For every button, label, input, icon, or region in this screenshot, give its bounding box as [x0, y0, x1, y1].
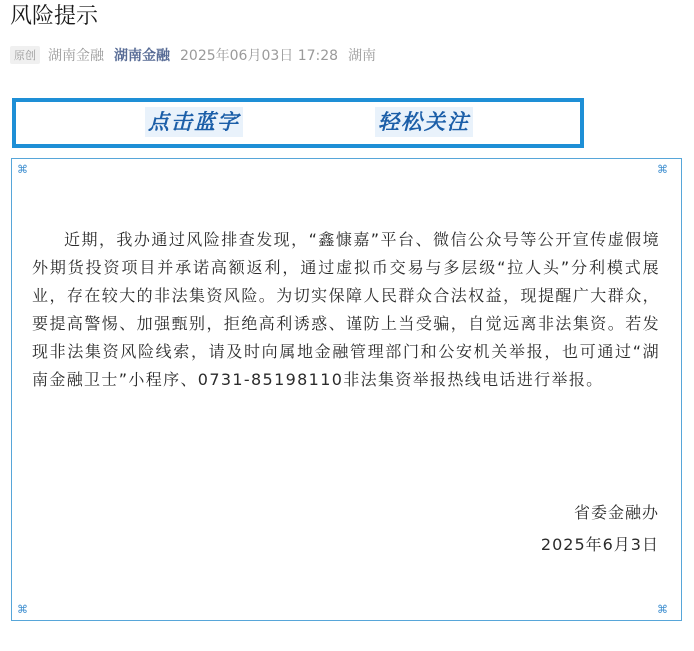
follow-banner-right-text: 轻松关注 — [375, 107, 473, 137]
article-meta — [10, 44, 376, 66]
article-title: 风险提示 — [10, 4, 99, 29]
notice-paragraph: 近期，我办通过风险排查发现，“鑫慷嘉”平台、微信公众号等公开宣传虚假境外期货投资项目并承诺高额返利，通过虚拟币交易与多层级“拉人头”分利模式展业，存在较大的非法集资风险。为切实保障人民群众合法权益，现提醒广大群众，要提高警惕、加强甄别，拒绝高利诱惑、谨防上当受骗，自觉远离非法集资。若发现非法集资风险线索，请及时向属地金融管理部门和公安机关举报，也可通过“湖南金融卫士”小程序、0731-85198110非法集资举报热线电话进行举报。 — [32, 230, 660, 389]
notice-signature — [541, 497, 659, 561]
corner-ornament-icon: ⌘ — [657, 603, 668, 616]
signature-date: 2025年6月3日 — [540, 535, 659, 554]
publish-location: 湖南 — [348, 48, 377, 64]
account-link[interactable]: 湖南金融 — [114, 48, 170, 64]
author-name: 湖南金融 — [48, 48, 104, 64]
follow-banner[interactable] — [12, 98, 584, 148]
original-badge: 原创 — [10, 46, 40, 64]
follow-banner-left-text: 点击蓝字 — [145, 107, 243, 137]
corner-ornament-icon: ⌘ — [657, 163, 668, 176]
corner-ornament-icon: ⌘ — [17, 163, 28, 176]
signature-org: 省委金融办 — [573, 503, 659, 522]
publish-datetime: 2025年06月03日 17:28 — [180, 48, 339, 64]
risk-notice-card — [11, 158, 682, 621]
corner-ornament-icon: ⌘ — [17, 603, 28, 616]
